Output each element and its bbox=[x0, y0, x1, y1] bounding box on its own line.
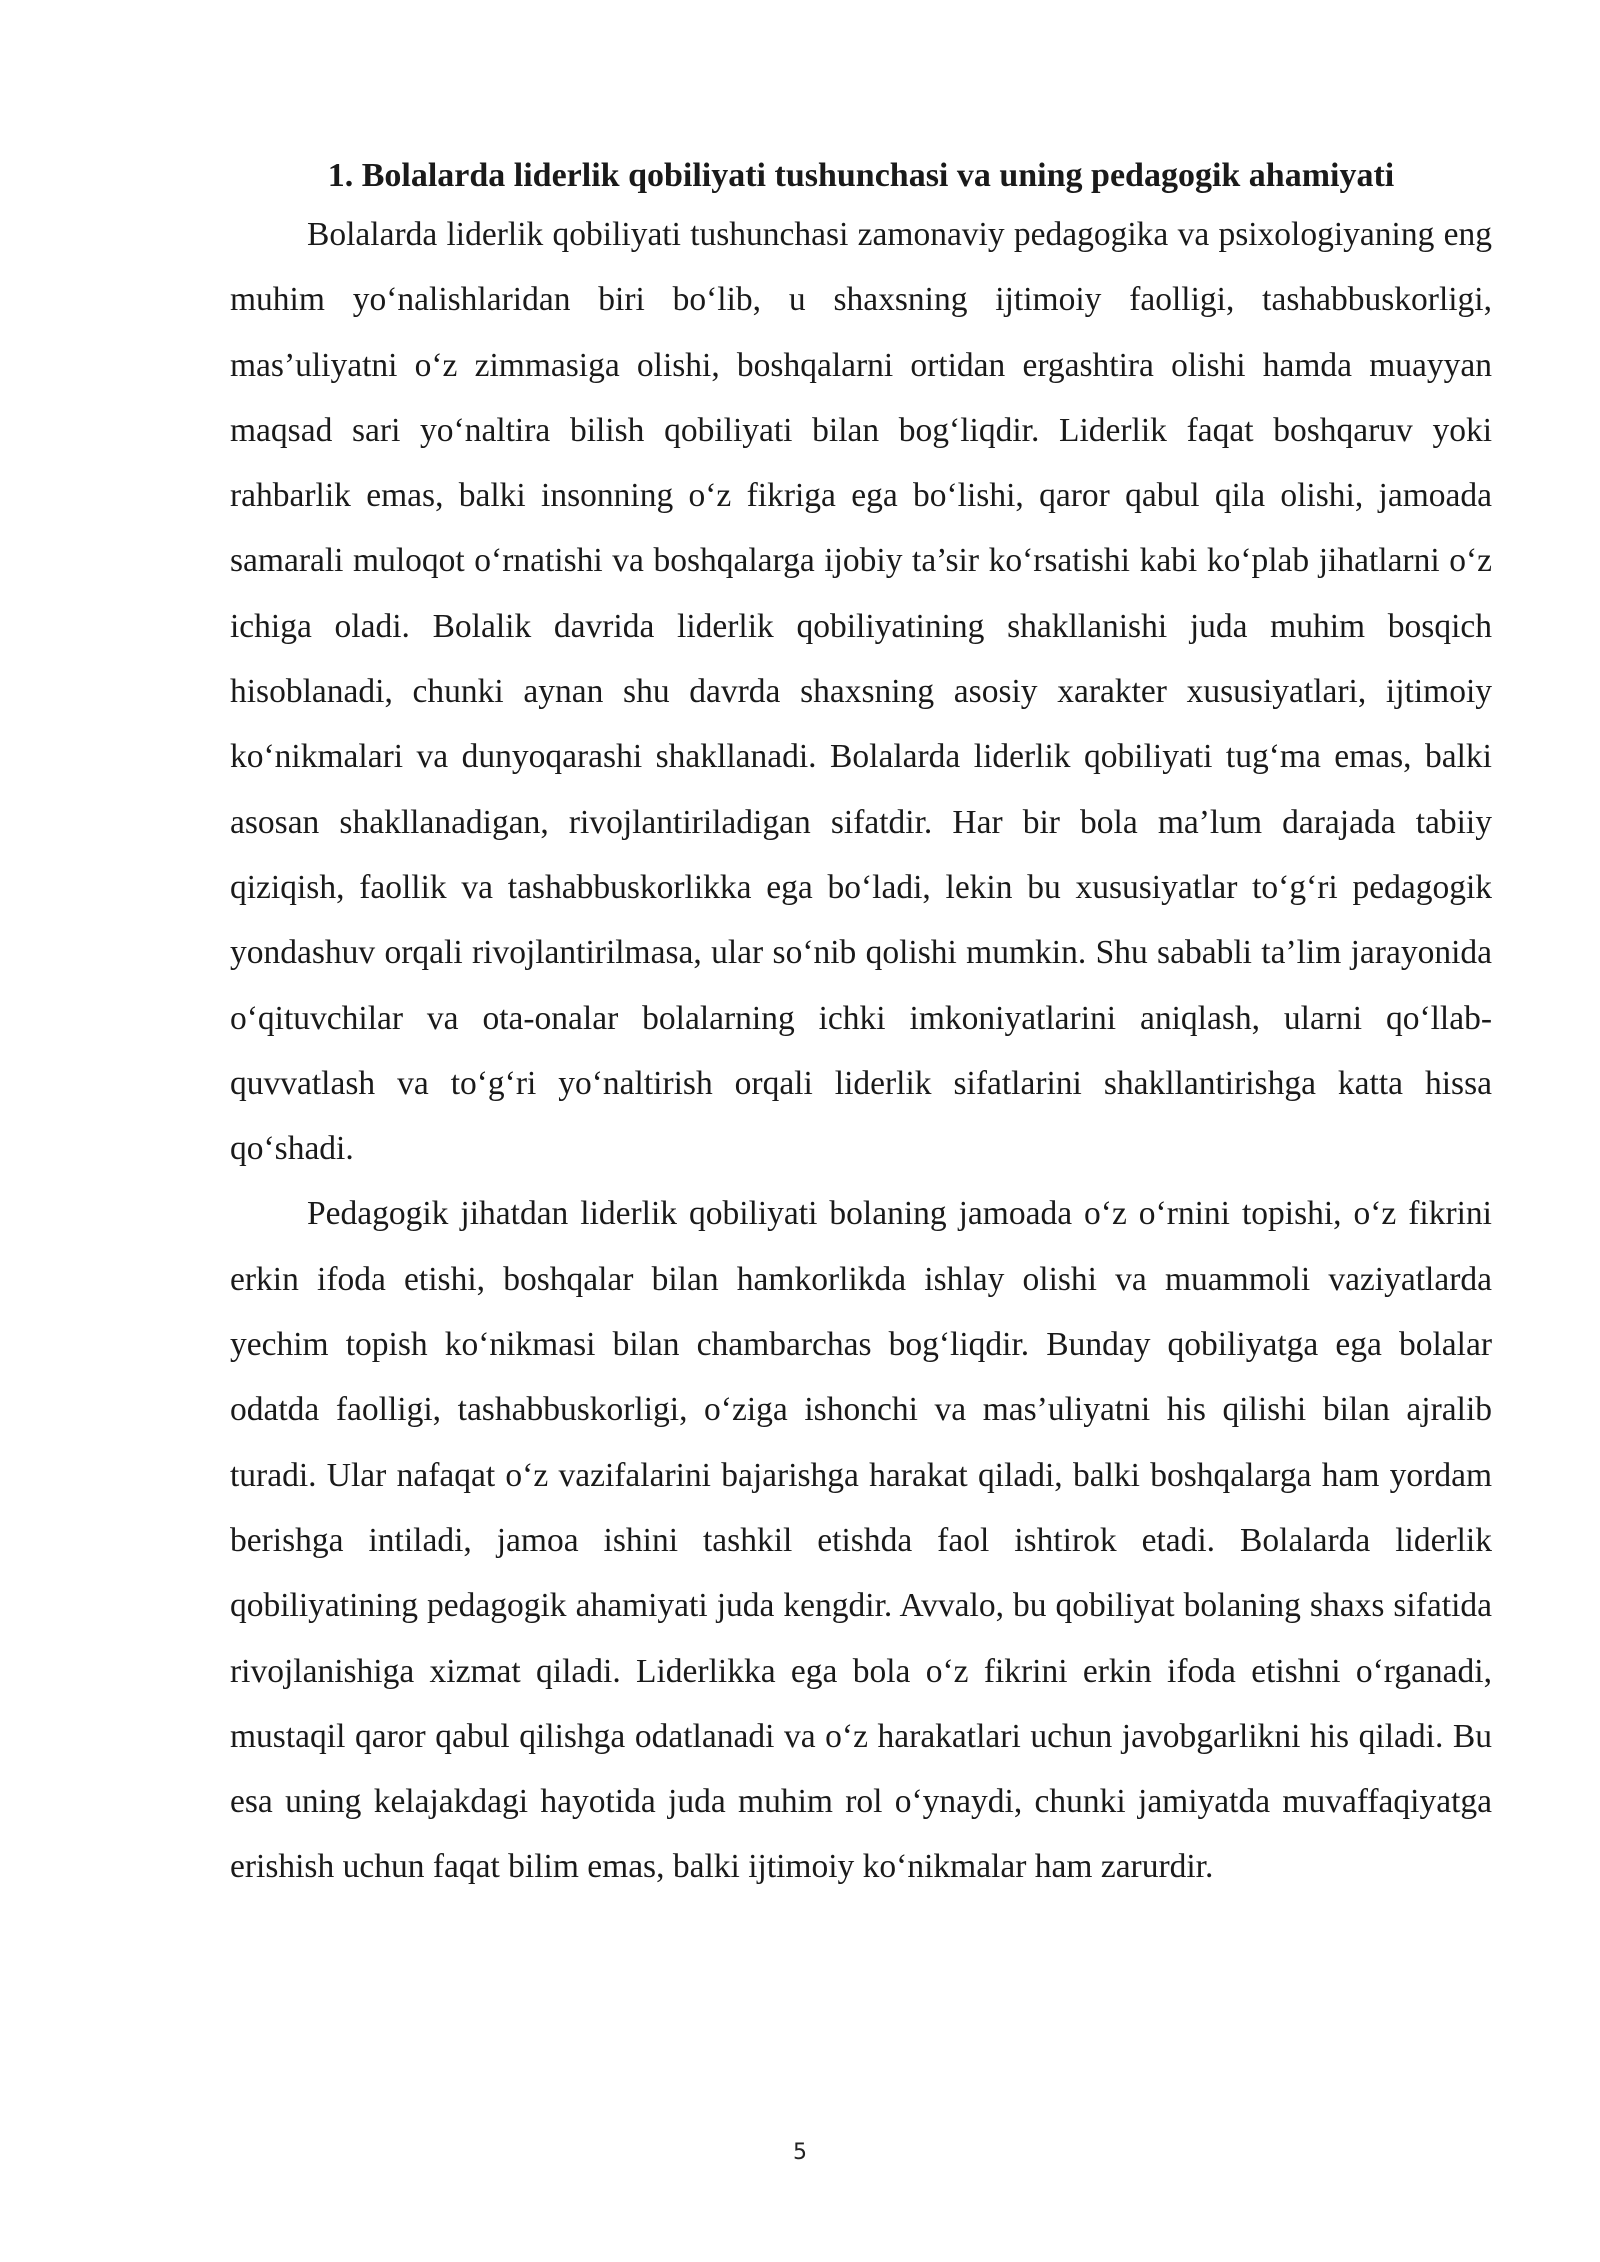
document-page bbox=[230, 150, 1492, 1900]
paragraph-2: Pedagogik jihatdan liderlik qobiliyati bolaning jamoada o‘z o‘rnini topishi, o‘z fikrini erkin ifoda etishi, boshqalar bilan hamkorlikda ishlay olishi va muammoli vaziyatlarda yechim topish ko‘nikmasi bilan chambarchas bog‘liqdir. Bunday qobiliyatga ega bolalar odatda faolligi, tashabbuskorligi, o‘ziga ishonchi va mas’uliyatni his qilishi bilan ajralib turadi. Ular nafaqat o‘z vazifalarini bajarishga harakat qiladi, balki boshqalarga ham yordam berishga intiladi, jamoa ishini tashkil etishda faol ishtirok etadi. Bolalarda liderlik qobiliyatining pedagogik ahamiyati juda kengdir. Avvalo, bu qobiliyat bolaning shaxs sifatida rivojlanishiga xizmat qiladi. Liderlikka ega bola o‘z fikrini erkin ifoda etishni o‘rganadi, mustaqil qaror qabul qilishga odatlanadi va o‘z harakatlari uchun javobgarlikni his qiladi. Bu esa uning kelajakdagi hayotida juda muhim rol o‘ynaydi, chunki jamiyatda muvaffaqiyatga erishish uchun faqat bilim emas, balki ijtimoiy ko‘nikmalar ham zarurdir. bbox=[230, 1195, 1492, 1886]
page-number: 5 bbox=[793, 2140, 807, 2165]
section-heading: 1. Bolalarda liderlik qobiliyati tushunchasi va uning pedagogik ahamiyati bbox=[327, 157, 1395, 194]
paragraph-1: Bolalarda liderlik qobiliyati tushunchasi zamonaviy pedagogika va psixologiyaning eng muhim yo‘nalishlaridan biri bo‘lib, u shaxsning ijtimoiy faolligi, tashabbuskorligi, mas’uliyatni o‘z zimmasiga olishi, boshqalarni ortidan ergashtira olishi hamda muayyan maqsad sari yo‘naltira bilish qobiliyati bilan bog‘liqdir. Liderlik faqat boshqaruv yoki rahbarlik emas, balki insonning o‘z fikriga ega bo‘lishi, qaror qabul qila olishi, jamoada samarali muloqot o‘rnatishi va boshqalarga ijobiy ta’sir ko‘rsatishi kabi ko‘plab jihatlarni o‘z ichiga oladi. Bolalik davrida liderlik qobiliyatining shakllanishi juda muhim bosqich hisoblanadi, chunki aynan shu davrda shaxsning asosiy xarakter xususiyatlari, ijtimoiy ko‘nikmalari va dunyoqarashi shakllanadi. Bolalarda liderlik qobiliyati tug‘ma emas, balki asosan shakllanadigan, rivojlantiriladigan sifatdir. Har bir bola ma’lum darajada tabiiy qiziqish, faollik va tashabbuskorlikka ega bo‘ladi, lekin bu xususiyatlar to‘g‘ri pedagogik yondashuv orqali rivojlantirilmasa, ular so‘nib qolishi mumkin. Shu sababli ta’lim jarayonida o‘qituvchilar va ota-onalar bolalarning ichki imkoniyatlarini aniqlash, ularni qo‘llab-quvvatlash va to‘g‘ri yo‘naltirish orqali liderlik sifatlarini shakllantirishga katta hissa qo‘shadi. bbox=[230, 216, 1492, 1168]
